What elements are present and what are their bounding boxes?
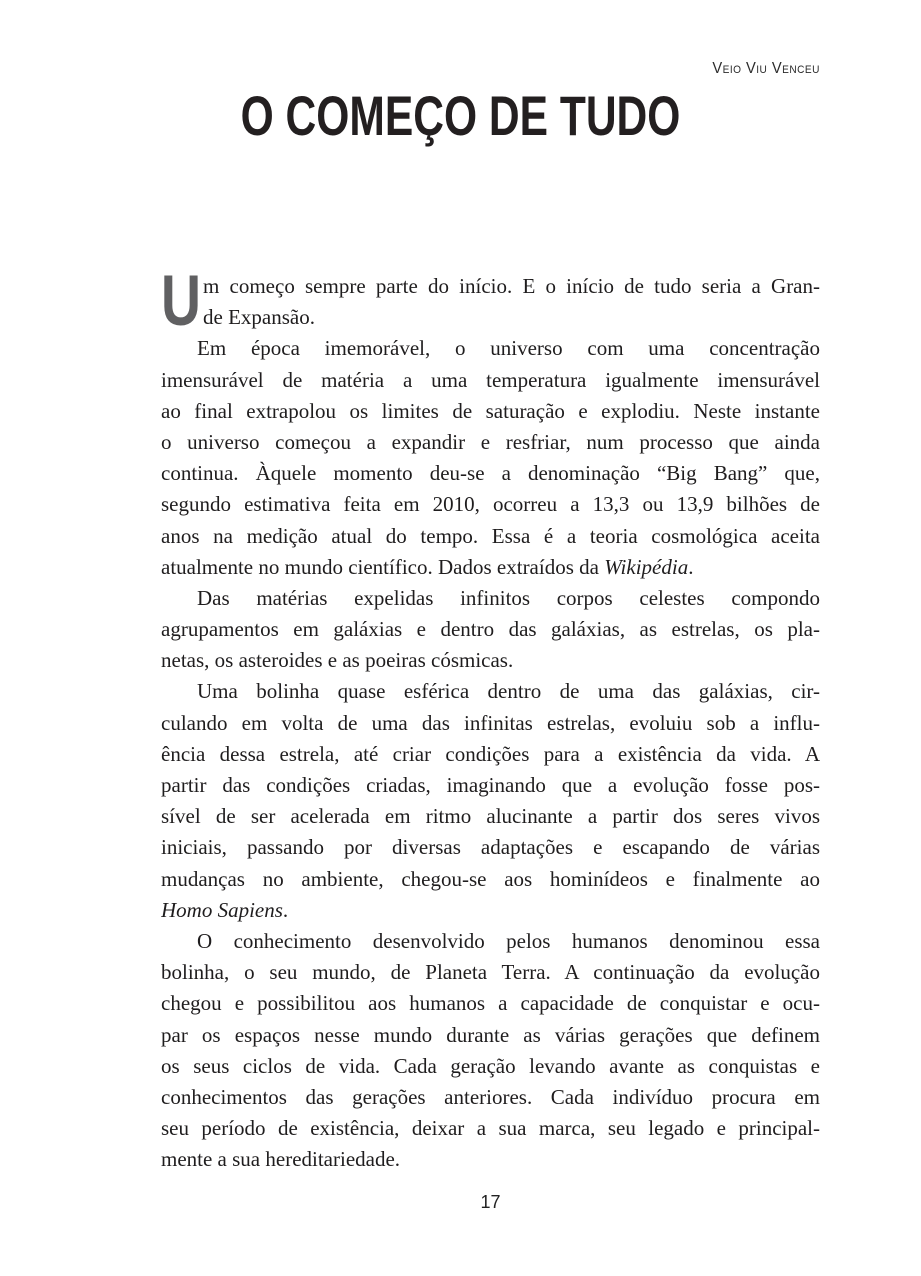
running-header: Veio Viu Venceu [712,60,820,77]
text-segment: atualmente no mundo científico. Dados extraídos da [161,554,605,579]
text-line: netas, os asteroides e as poeiras cósmicas. [161,648,514,673]
text-line: agrupamentos em galáxias e dentro das galáxias, as estrelas, os pla- [161,617,820,642]
text-line: O conhecimento desenvolvido pelos humanos denominou essa [197,928,820,953]
text-line: partir das condições criadas, imaginando que a evolução fosse pos- [161,773,820,797]
text-line: conhecimentos das gerações anteriores. Cada indivíduo procura em [161,1084,820,1109]
text-line [161,552,820,583]
paragraph [161,926,820,1176]
italic-text: Homo Sapiens [161,897,283,922]
text-segment: . [282,897,289,922]
text-line: seu período de existência, deixar a sua marca, seu legado e principal- [161,1116,820,1141]
text-line: de Expansão. [203,305,315,330]
drop-cap-letter: U [161,262,201,341]
text-line: os seus ciclos de vida. Cada geração levando avante as conquistas e [161,1053,820,1078]
text-segment: . [688,554,694,579]
text-body [161,262,820,1175]
text-line: o universo começou a expandir e resfriar, num processo que ainda [161,429,820,454]
text-line: mudanças no ambiente, chegou-se aos hominídeos e finalmente ao [161,866,820,891]
text-line: continua. Àquele momento deu-se a denominação “Big Bang” que, [161,461,820,486]
text-line: ência dessa estrela, até criar condições para a existência da vida. A [161,741,820,766]
text-line: sível de ser acelerada em ritmo alucinante a partir dos seres vivos [161,804,820,829]
text-line: par os espaços nesse mundo durante as várias gerações que definem [161,1022,820,1047]
text-line: ao final extrapolou os limites de saturação e explodiu. Neste instante [161,398,820,423]
text-line: culando em volta de uma das infinitas estrelas, evoluiu sob a influ- [161,710,820,735]
text-line: anos na medição atual do tempo. Essa é a teoria cosmológica aceita [161,523,820,548]
text-line: Em época imemorável, o universo com uma concentração [197,336,820,361]
text-line [161,895,820,926]
text-line: segundo estimativa feita em 2010, ocorreu a 13,3 ou 13,9 bilhões de [161,492,820,517]
paragraph [161,676,820,926]
text-line: imensurável de matéria a uma temperatura igualmente imensurável [161,367,820,392]
paragraph [161,583,820,677]
text-line: Uma bolinha quase esférica dentro de uma das galáxias, cir- [197,679,820,704]
text-line: chegou e possibilitou aos humanos a capacidade de conquistar e ocu- [161,991,820,1016]
paragraph [161,262,820,341]
paragraph [161,333,820,583]
text-line: iniciais, passando por diversas adaptações e escapando de várias [161,835,820,860]
italic-text: Wikipédia [604,554,689,579]
text-line: mente a sua hereditariedade. [161,1147,401,1172]
page-number: 17 [480,1192,501,1212]
text-line: bolinha, o seu mundo, de Planeta Terra. A continuação da evolução [161,960,820,985]
text-line: m começo sempre parte do início. E o início de tudo seria a Gran- [203,274,820,298]
page-title: O COMEÇO DE TUDO [240,84,681,147]
text-line: Das matérias expelidas infinitos corpos celestes compondo [197,585,820,610]
